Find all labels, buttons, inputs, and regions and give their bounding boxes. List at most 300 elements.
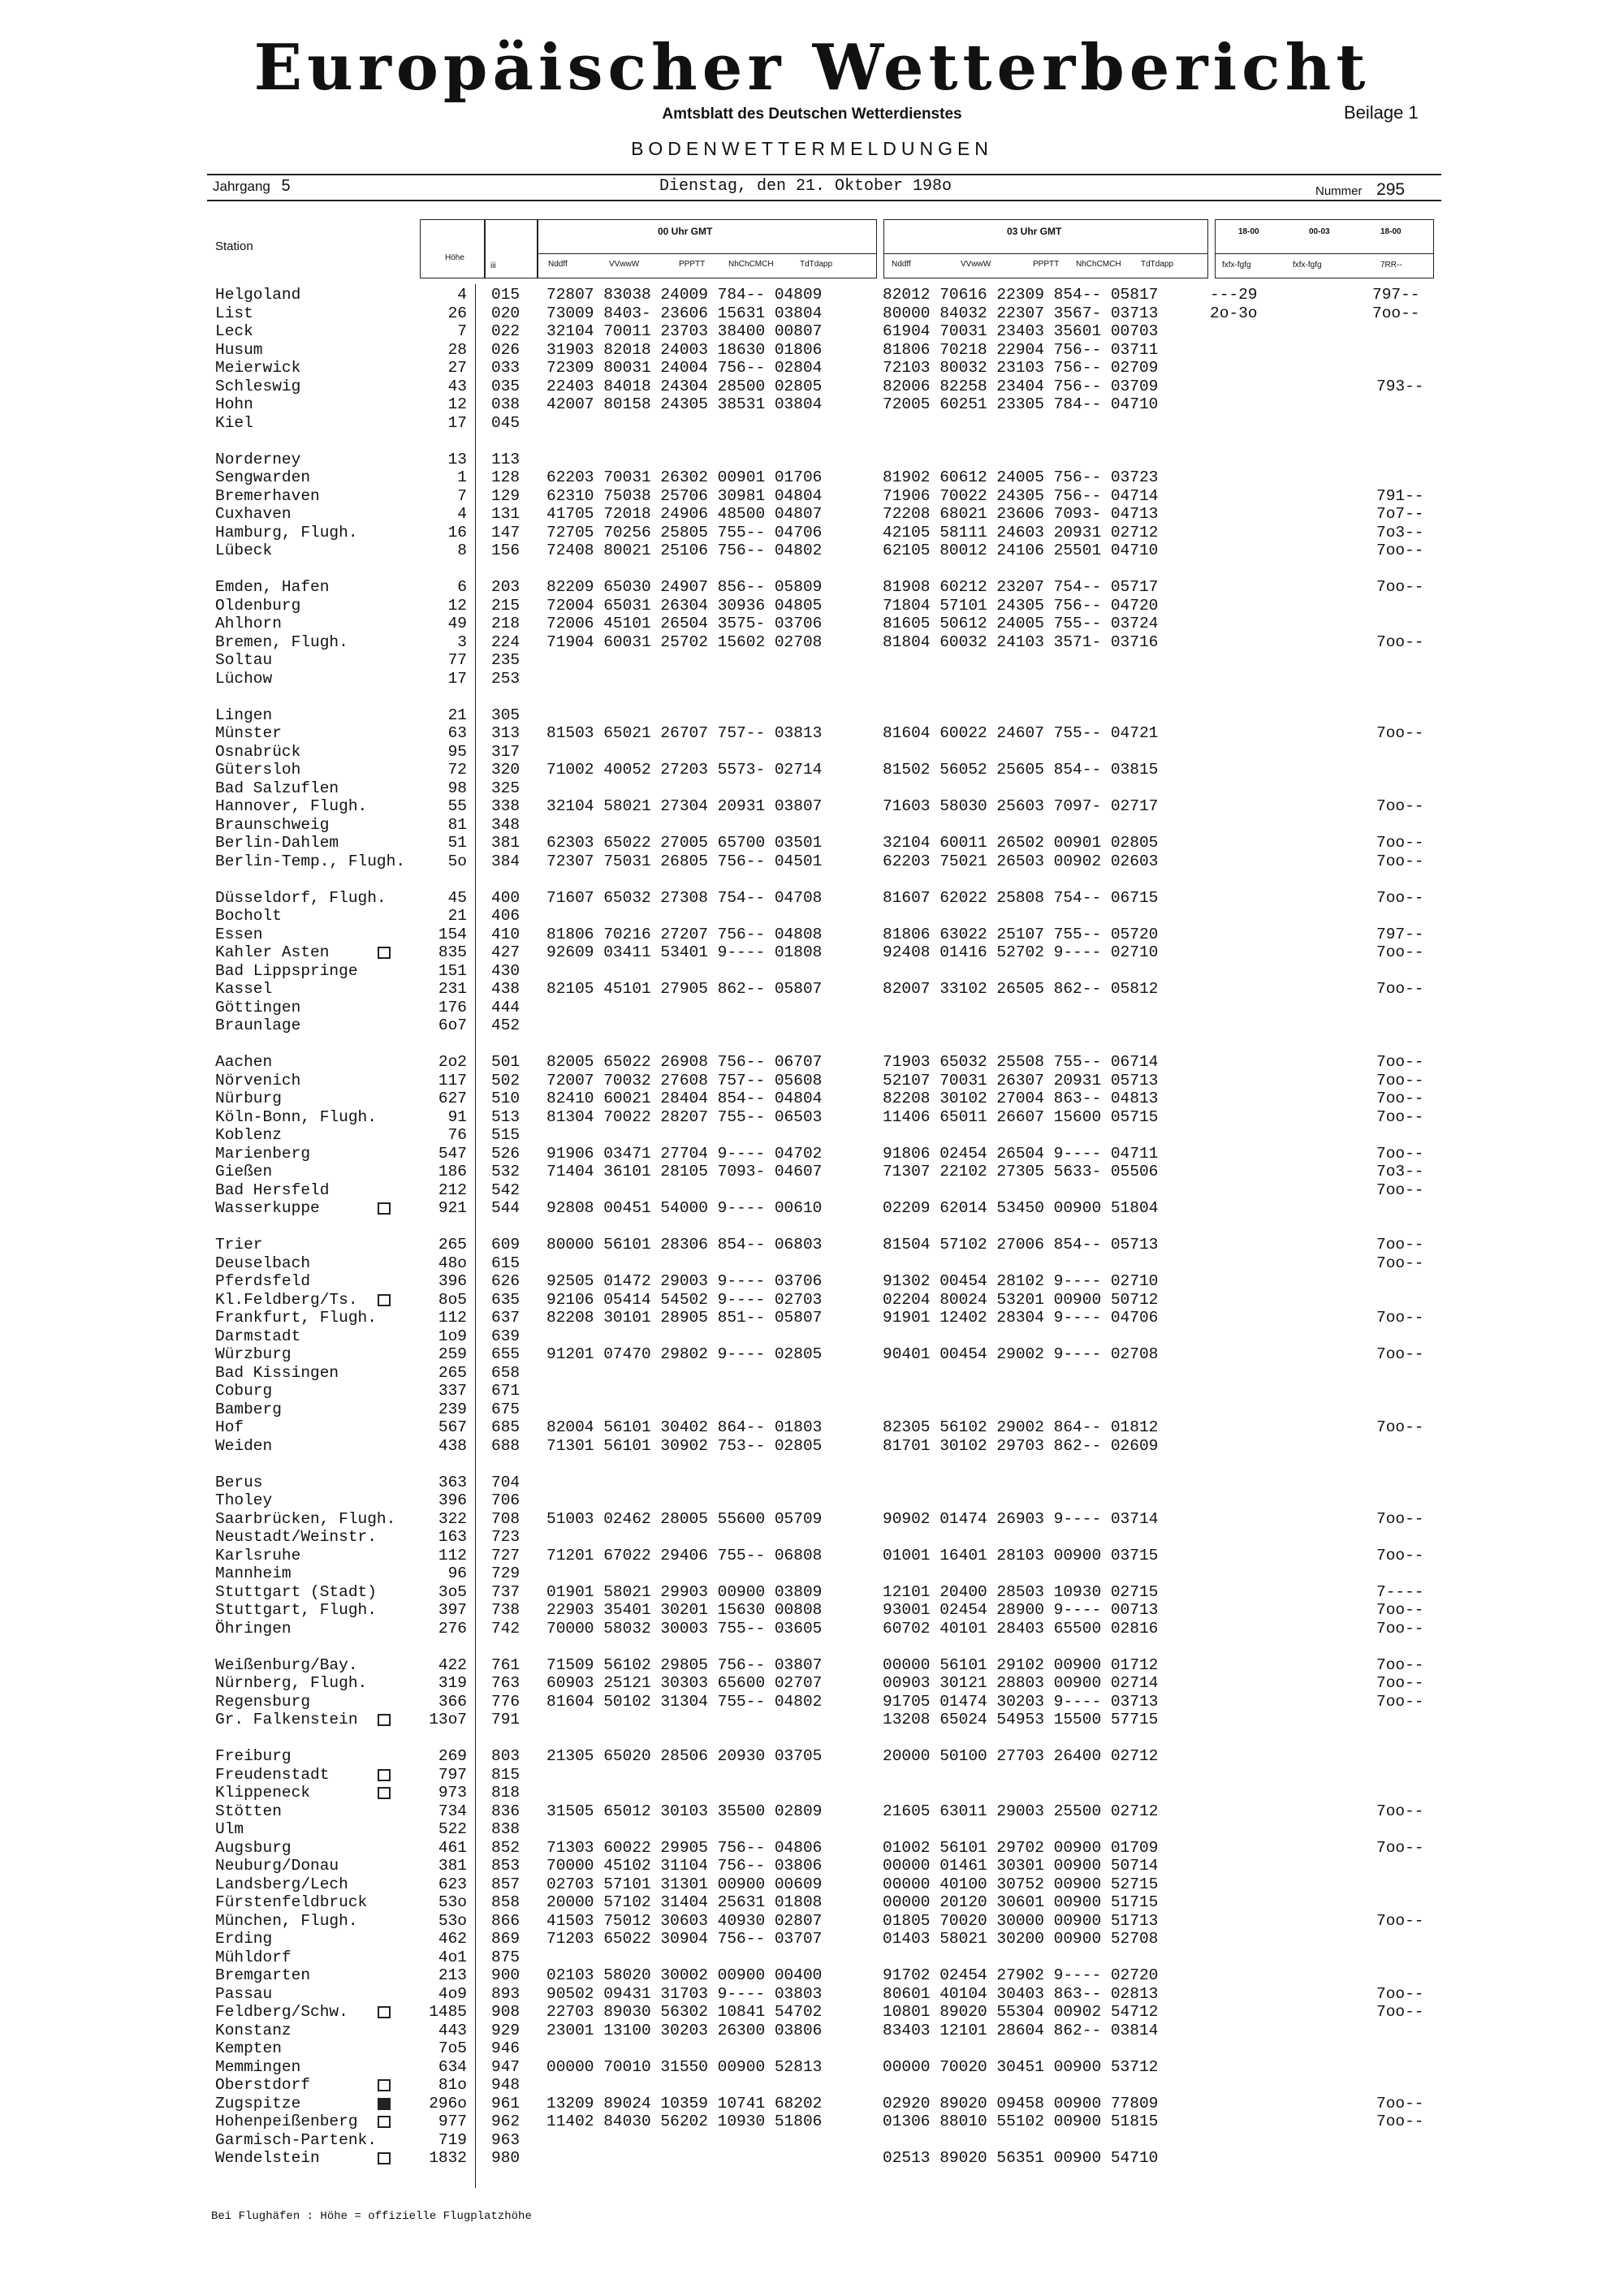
station-name: Essen xyxy=(215,925,263,943)
nummer xyxy=(1315,180,1405,200)
station-name: Husum xyxy=(215,340,263,359)
remark-7rr: 7oo-- xyxy=(1376,2003,1424,2021)
station-height: 396 xyxy=(438,1272,467,1290)
station-name: Gütersloh xyxy=(215,761,301,779)
station-name: Bremerhaven xyxy=(215,486,320,505)
remark-00-03: 797-- xyxy=(1372,286,1420,304)
station-name: Sengwarden xyxy=(215,468,311,486)
station-name: Berlin-Temp., Flugh. xyxy=(215,852,406,870)
station-id: 020 xyxy=(491,304,520,322)
station-id: 706 xyxy=(491,1491,520,1509)
obs-00-gmt: 42007 80158 24305 38531 03804 xyxy=(546,395,823,413)
obs-03-gmt: 13208 65024 54953 15500 57715 xyxy=(883,1711,1159,1728)
station-name: Leck xyxy=(215,322,253,340)
station-name: Mannheim xyxy=(215,1564,292,1582)
remark-7rr: 7oo-- xyxy=(1376,980,1424,998)
station-id: 947 xyxy=(491,2057,520,2076)
station-id: 908 xyxy=(491,2003,520,2021)
obs-00-gmt: 82105 45101 27905 862-- 05807 xyxy=(546,980,823,998)
obs-00-gmt: 22703 89030 56302 10841 54702 xyxy=(546,2003,823,2021)
open-square-icon xyxy=(378,1202,391,1215)
station-name: Wasserkuppe xyxy=(215,1199,320,1217)
height-separator xyxy=(475,284,476,2188)
remark-7rr: 7oo-- xyxy=(1376,1509,1424,1528)
obs-03-gmt: 82208 30102 27004 863-- 04813 xyxy=(883,1090,1159,1107)
station-name: Bremen, Flugh. xyxy=(215,632,348,651)
station-name: Koblenz xyxy=(215,1126,282,1144)
station-name: Mühldorf xyxy=(215,1948,292,1966)
station-height: 7 xyxy=(457,322,467,340)
footnote: Bei Flughäfen : Höhe = offizielle Flugplatzhöhe xyxy=(211,2210,532,2223)
station-height: 438 xyxy=(438,1436,467,1455)
station-name: Fürstenfeldbruck xyxy=(215,1893,368,1911)
beilage-label: Beilage 1 xyxy=(1344,102,1419,123)
obs-00-gmt: 32104 70011 23703 38400 00807 xyxy=(546,322,823,340)
station-height: 16 xyxy=(447,523,467,542)
station-id: 129 xyxy=(491,486,520,505)
station-name: Düsseldorf, Flugh. xyxy=(215,888,387,907)
obs-03-gmt: 82012 70616 22309 854-- 05817 xyxy=(883,286,1159,304)
hoehe-header-box xyxy=(420,219,485,278)
station-id: 510 xyxy=(491,1090,520,1107)
obs-00-gmt: 72004 65031 26304 30936 04805 xyxy=(546,596,823,615)
remark-7rr: 7oo-- xyxy=(1376,1236,1424,1254)
station-height: 98 xyxy=(447,779,467,797)
station-id: 253 xyxy=(491,669,520,688)
station-name: Hof xyxy=(215,1418,244,1436)
station-name: Feldberg/Schw. xyxy=(215,2003,348,2021)
station-height: 8o5 xyxy=(438,1290,467,1309)
station-height: 17 xyxy=(447,413,467,432)
remark-7rr: 7oo-- xyxy=(1376,1692,1424,1711)
station-id: 818 xyxy=(491,1784,520,1802)
station-id: 838 xyxy=(491,1820,520,1838)
remark-7rr: 7oo-- xyxy=(1376,1418,1424,1436)
station-height: 13 xyxy=(447,450,467,468)
obs-00-gmt: 72309 80031 24004 756-- 02804 xyxy=(546,359,823,377)
station-id: 776 xyxy=(491,1692,520,1711)
header-rule xyxy=(207,200,1441,201)
station-id: 532 xyxy=(491,1163,520,1180)
obs-03-gmt: 82006 82258 23404 756-- 03709 xyxy=(883,377,1159,395)
station-name: Norderney xyxy=(215,450,301,468)
remark-18-00: 2o-3o xyxy=(1210,304,1258,322)
station-name: Hohn xyxy=(215,395,253,413)
station-id: 015 xyxy=(491,286,520,304)
station-id: 961 xyxy=(491,2094,520,2113)
station-height: 212 xyxy=(438,1180,467,1199)
hoehe-header: Höhe xyxy=(445,253,464,262)
station-id: 147 xyxy=(491,523,520,542)
station-height: 363 xyxy=(438,1473,467,1491)
filled-square-icon xyxy=(378,2098,391,2110)
station-name: Würzburg xyxy=(215,1345,292,1363)
obs-00-gmt: 92505 01472 29003 9---- 03706 xyxy=(546,1272,823,1290)
col03-vvwww: VVwwW xyxy=(961,260,991,269)
station-id: 381 xyxy=(491,834,520,852)
remark-7rr: 797-- xyxy=(1376,925,1424,943)
obs-03-gmt: 00000 40100 30752 00900 52715 xyxy=(883,1875,1159,1893)
station-height: 154 xyxy=(438,925,467,943)
obs-00-gmt: 62303 65022 27005 65700 03501 xyxy=(546,834,823,852)
station-name: Bremgarten xyxy=(215,1966,311,1984)
remark-7rr: 7oo-- xyxy=(1376,1601,1424,1619)
open-square-icon xyxy=(378,2152,391,2164)
station-height: 6o7 xyxy=(438,1016,467,1034)
obs-03-gmt: 90401 00454 29002 9---- 02708 xyxy=(883,1345,1159,1363)
station-id: 544 xyxy=(491,1199,520,1217)
station-height: 623 xyxy=(438,1875,467,1893)
obs-03-gmt: 91302 00454 28102 9---- 02710 xyxy=(883,1272,1159,1290)
open-square-icon xyxy=(378,947,391,959)
station-id: 384 xyxy=(491,852,520,870)
remark-7rr: 7oo-- xyxy=(1376,1180,1424,1199)
station-id: 026 xyxy=(491,340,520,359)
jahrgang xyxy=(213,177,291,196)
station-name: Nörvenich xyxy=(215,1071,301,1090)
obs-03-gmt: 52107 70031 26307 20931 05713 xyxy=(883,1071,1159,1090)
station-height: 7o5 xyxy=(438,2039,467,2057)
station-id: 626 xyxy=(491,1272,520,1290)
obs-00-gmt: 90502 09431 31703 9---- 03803 xyxy=(546,1984,823,2003)
obs-00-gmt: 23001 13100 30203 26300 03806 xyxy=(546,2021,823,2039)
station-height: 6 xyxy=(457,578,467,596)
obs-03-gmt: 10801 89020 55304 00902 54712 xyxy=(883,2003,1159,2021)
open-square-icon xyxy=(378,1769,391,1781)
remark-7rr: 7oo-- xyxy=(1376,1838,1424,1857)
obs-00-gmt: 70000 45102 31104 756-- 03806 xyxy=(546,1857,823,1875)
obs-00-gmt: 72307 75031 26805 756-- 04501 xyxy=(546,852,823,870)
station-height: 977 xyxy=(438,2113,467,2130)
station-id: 688 xyxy=(491,1436,520,1455)
station-name: Ahlhorn xyxy=(215,615,282,632)
station-id: 325 xyxy=(491,779,520,797)
station-id: 235 xyxy=(491,651,520,669)
station-name: Helgoland xyxy=(215,286,301,304)
remark-7rr: 7oo-- xyxy=(1376,1984,1424,2003)
station-name: Kiel xyxy=(215,413,253,432)
obs-03-gmt: 72208 68021 23606 7093- 04713 xyxy=(883,505,1159,523)
station-name: Bad Kissingen xyxy=(215,1363,339,1382)
obs-00-gmt: 91906 03471 27704 9---- 04702 xyxy=(546,1144,823,1163)
obs-00-gmt: 31505 65012 30103 35500 02809 xyxy=(546,1802,823,1820)
station-id: 637 xyxy=(491,1309,520,1327)
station-name: Neuburg/Donau xyxy=(215,1857,339,1875)
station-height: 239 xyxy=(438,1400,467,1418)
station-height: 91 xyxy=(447,1107,467,1126)
station-name: Darmstadt xyxy=(215,1327,301,1345)
obs-00-gmt: 01901 58021 29903 00900 03809 xyxy=(546,1582,823,1601)
station-height: 81 xyxy=(447,815,467,834)
obs-00-gmt: 82005 65022 26908 756-- 06707 xyxy=(546,1053,823,1071)
col03-dew: TdTdapp xyxy=(1141,260,1174,269)
obs-00-gmt: 11402 84030 56202 10930 51806 xyxy=(546,2113,823,2130)
obs-00-gmt: 71201 67022 29406 755-- 06808 xyxy=(546,1546,823,1564)
station-height: 422 xyxy=(438,1655,467,1674)
station-id: 815 xyxy=(491,1765,520,1784)
obs-03-gmt: 12101 20400 28503 10930 02715 xyxy=(883,1582,1159,1601)
obs-03-gmt: 00000 20120 30601 00900 51715 xyxy=(883,1893,1159,1911)
station-id: 737 xyxy=(491,1582,520,1601)
station-height: 117 xyxy=(438,1071,467,1090)
obs-03-gmt: 82305 56102 29002 864-- 01812 xyxy=(883,1418,1159,1436)
station-name: Öhringen xyxy=(215,1619,292,1638)
obs-00-gmt: 91201 07470 29802 9---- 02805 xyxy=(546,1345,823,1363)
obs-03-gmt: 81605 50612 24005 755-- 03724 xyxy=(883,615,1159,632)
obs-00-gmt: 82410 60021 28404 854-- 04804 xyxy=(546,1090,823,1107)
station-id: 738 xyxy=(491,1601,520,1619)
section-title: BODENWETTERMELDUNGEN xyxy=(631,138,993,159)
station-height: 1832 xyxy=(429,2149,467,2167)
obs-00-gmt: 73009 8403- 23606 15631 03804 xyxy=(546,304,823,322)
obs-00-gmt: 22903 35401 30201 15630 00808 xyxy=(546,1601,823,1619)
station-height: 112 xyxy=(438,1309,467,1327)
remark-7rr: 7oo-- xyxy=(1376,888,1424,907)
remark-18-00: ---29 xyxy=(1210,286,1258,304)
station-id: 313 xyxy=(491,724,520,742)
remark-7rr: 7oo-- xyxy=(1376,1655,1424,1674)
station-id: 791 xyxy=(491,1711,520,1728)
station-name: Münster xyxy=(215,724,282,742)
station-id: 156 xyxy=(491,542,520,559)
station-name: Landsberg/Lech xyxy=(215,1875,348,1893)
obs-03-gmt: 01001 16401 28103 00900 03715 xyxy=(883,1546,1159,1564)
station-name: Bocholt xyxy=(215,907,282,925)
station-height: 4o9 xyxy=(438,1984,467,2003)
station-name: Nürburg xyxy=(215,1090,282,1107)
station-height: 547 xyxy=(438,1144,467,1163)
group00-label: 00 Uhr GMT xyxy=(658,226,713,237)
station-height: 53o xyxy=(438,1893,467,1911)
obs-03-gmt: 20000 50100 27703 26400 02712 xyxy=(883,1747,1159,1765)
station-id: 502 xyxy=(491,1071,520,1090)
obs-03-gmt: 72005 60251 23305 784-- 04710 xyxy=(883,395,1159,413)
station-id: 763 xyxy=(491,1674,520,1692)
obs-00-gmt: 13209 89024 10359 10741 68202 xyxy=(546,2094,823,2113)
station-id: 893 xyxy=(491,1984,520,2003)
station-name: Kassel xyxy=(215,980,273,998)
station-height: 3o5 xyxy=(438,1582,467,1601)
station-id: 655 xyxy=(491,1345,520,1363)
obs-03-gmt: 71903 65032 25508 755-- 06714 xyxy=(883,1053,1159,1071)
top-rule xyxy=(207,174,1441,175)
remark-7rr: 7oo-- xyxy=(1376,2113,1424,2130)
obs-03-gmt: 11406 65011 26607 15600 05715 xyxy=(883,1107,1159,1126)
obs-03-gmt: 81504 57102 27006 854-- 05713 xyxy=(883,1236,1159,1254)
station-height: 3 xyxy=(457,632,467,651)
obs-00-gmt: 02103 58020 30002 00900 00400 xyxy=(546,1966,823,1984)
obs-03-gmt: 01306 88010 55102 00900 51815 xyxy=(883,2113,1159,2130)
obs-00-gmt: 71509 56102 29805 756-- 03807 xyxy=(546,1655,823,1674)
station-height: 12 xyxy=(447,395,467,413)
obs-00-gmt: 41705 72018 24906 48500 04807 xyxy=(546,505,823,523)
station-id: 348 xyxy=(491,815,520,834)
obs-03-gmt: 81806 63022 25107 755-- 05720 xyxy=(883,925,1159,943)
station-height: 835 xyxy=(438,943,467,961)
station-height: 522 xyxy=(438,1820,467,1838)
station-id: 704 xyxy=(491,1473,520,1491)
station-id: 406 xyxy=(491,907,520,925)
remark-7rr: 7oo-- xyxy=(1376,578,1424,596)
col03-nddff: Nddff xyxy=(892,260,911,269)
station-id: 727 xyxy=(491,1546,520,1564)
remark-7rr: 7oo-- xyxy=(1376,1254,1424,1272)
station-height: 55 xyxy=(447,797,467,815)
obs-03-gmt: 93001 02454 28900 9---- 00713 xyxy=(883,1601,1159,1619)
station-id: 858 xyxy=(491,1893,520,1911)
station-height: 81o xyxy=(438,2076,467,2094)
station-id: 761 xyxy=(491,1655,520,1674)
obs-00-gmt: 70000 58032 30003 755-- 03605 xyxy=(546,1619,823,1638)
obs-00-gmt: 82004 56101 30402 864-- 01803 xyxy=(546,1418,823,1436)
station-id: 513 xyxy=(491,1107,520,1126)
station-name: Meierwick xyxy=(215,359,301,377)
station-id: 685 xyxy=(491,1418,520,1436)
station-height: 21 xyxy=(447,907,467,925)
station-name: List xyxy=(215,304,253,322)
station-id: 852 xyxy=(491,1838,520,1857)
open-square-icon xyxy=(378,2006,391,2018)
station-height: 21 xyxy=(447,706,467,724)
station-height: 27 xyxy=(447,359,467,377)
station-name: Gießen xyxy=(215,1163,273,1180)
obs-03-gmt: 83403 12101 28604 862-- 03814 xyxy=(883,2021,1159,2039)
obs-00-gmt: 02703 57101 31301 00900 00609 xyxy=(546,1875,823,1893)
obs-03-gmt: 81902 60612 24005 756-- 03723 xyxy=(883,468,1159,486)
station-height: 276 xyxy=(438,1619,467,1638)
station-height: 45 xyxy=(447,888,467,907)
obs-03-gmt: 62105 80012 24106 25501 04710 xyxy=(883,542,1159,559)
station-name: Gr. Falkenstein xyxy=(215,1711,358,1728)
station-id: 224 xyxy=(491,632,520,651)
station-name: Bad Hersfeld xyxy=(215,1180,330,1199)
station-id: 305 xyxy=(491,706,520,724)
station-id: 742 xyxy=(491,1619,520,1638)
obs-00-gmt: 41503 75012 30603 40930 02807 xyxy=(546,1911,823,1930)
obs-03-gmt: 81806 70218 22904 756-- 03711 xyxy=(883,340,1159,359)
station-name: Nürnberg, Flugh. xyxy=(215,1674,368,1692)
station-height: 12 xyxy=(447,596,467,615)
rsub1: fxfx-fgfg xyxy=(1222,261,1251,270)
station-id: 131 xyxy=(491,505,520,523)
open-square-icon xyxy=(378,2116,391,2128)
station-height: 76 xyxy=(447,1126,467,1144)
obs-00-gmt: 00000 70010 31550 00900 52813 xyxy=(546,2057,823,2076)
station-height: 28 xyxy=(447,340,467,359)
station-id: 113 xyxy=(491,450,520,468)
station-height: 462 xyxy=(438,1930,467,1948)
station-id: 501 xyxy=(491,1053,520,1071)
station-id: 639 xyxy=(491,1327,520,1345)
obs-00-gmt: 62310 75038 25706 30981 04804 xyxy=(546,486,823,505)
station-name: Passau xyxy=(215,1984,273,2003)
remark-7rr: 7oo-- xyxy=(1376,1345,1424,1363)
station-name: Emden, Hafen xyxy=(215,578,330,596)
station-name: Kahler Asten xyxy=(215,943,330,961)
remark-7rr: 7oo-- xyxy=(1376,834,1424,852)
nummer-value: 295 xyxy=(1376,180,1406,199)
station-height: 259 xyxy=(438,1345,467,1363)
station-name: Lüchow xyxy=(215,669,273,688)
remark-7rr: 7oo-- xyxy=(1376,1619,1424,1638)
station-name: Klippeneck xyxy=(215,1784,311,1802)
remark-7rr: 7o3-- xyxy=(1376,523,1424,542)
station-height: 397 xyxy=(438,1601,467,1619)
obs-00-gmt: 32104 58021 27304 20931 03807 xyxy=(546,797,823,815)
obs-03-gmt: 81804 60032 24103 3571- 03716 xyxy=(883,632,1159,651)
remark-7rr: 7oo-- xyxy=(1376,943,1424,961)
station-name: München, Flugh. xyxy=(215,1911,358,1930)
station-id: 203 xyxy=(491,578,520,596)
obs-03-gmt: 32104 60011 26502 00901 02805 xyxy=(883,834,1159,852)
station-height: 213 xyxy=(438,1966,467,1984)
station-name: Soltau xyxy=(215,651,273,669)
rsub2: fxfx-fgfg xyxy=(1293,261,1322,270)
station-height: 4o1 xyxy=(438,1948,467,1966)
station-name: Marienberg xyxy=(215,1144,311,1163)
station-name: Oldenburg xyxy=(215,596,301,615)
col00-ppptt: PPPTT xyxy=(679,260,706,269)
station-name: Lübeck xyxy=(215,542,273,559)
station-height: 5o xyxy=(447,852,467,870)
remark-7rr: 7oo-- xyxy=(1376,2094,1424,2113)
open-square-icon xyxy=(378,1714,391,1726)
obs-00-gmt: 72705 70256 25805 755-- 04706 xyxy=(546,523,823,542)
station-id: 438 xyxy=(491,980,520,998)
station-id: 675 xyxy=(491,1400,520,1418)
station-id: 962 xyxy=(491,2113,520,2130)
col03-ppptt: PPPTT xyxy=(1033,260,1060,269)
obs-03-gmt: 61904 70031 23403 35601 00703 xyxy=(883,322,1159,340)
obs-03-gmt: 01403 58021 30200 00900 52708 xyxy=(883,1930,1159,1948)
obs-00-gmt: 72007 70032 27608 757-- 05608 xyxy=(546,1071,823,1090)
station-name: Erding xyxy=(215,1930,273,1948)
station-name: Pferdsfeld xyxy=(215,1272,311,1290)
obs-03-gmt: 91806 02454 26504 9---- 04711 xyxy=(883,1144,1159,1163)
obs-00-gmt: 81806 70216 27207 756-- 04808 xyxy=(546,925,823,943)
station-id: 635 xyxy=(491,1290,520,1309)
r3: 18-00 xyxy=(1380,227,1402,236)
station-height: 4 xyxy=(457,286,467,304)
obs-00-gmt: 81503 65021 26707 757-- 03813 xyxy=(546,724,823,742)
obs-03-gmt: 71603 58030 25603 7097- 02717 xyxy=(883,797,1159,815)
station-height: 7 xyxy=(457,486,467,505)
obs-00-gmt: 21305 65020 28506 20930 03705 xyxy=(546,1747,823,1765)
station-id: 410 xyxy=(491,925,520,943)
station-height: 396 xyxy=(438,1491,467,1509)
rsub3: 7RR-- xyxy=(1380,261,1402,270)
station-name: Braunschweig xyxy=(215,815,330,834)
station-name: Zugspitze xyxy=(215,2094,301,2113)
remark-7rr: 7oo-- xyxy=(1376,1309,1424,1327)
station-height: 1 xyxy=(457,468,467,486)
remark-7rr: 7oo-- xyxy=(1376,542,1424,559)
open-square-icon xyxy=(378,1294,391,1306)
station-name: Bad Lippspringe xyxy=(215,961,358,980)
station-height: 265 xyxy=(438,1236,467,1254)
station-height: 1o9 xyxy=(438,1327,467,1345)
station-id: 803 xyxy=(491,1747,520,1765)
station-id: 900 xyxy=(491,1966,520,1984)
obs-00-gmt: 71404 36101 28105 7093- 04607 xyxy=(546,1163,823,1180)
station-id: 452 xyxy=(491,1016,520,1034)
obs-00-gmt: 62203 70031 26302 00901 01706 xyxy=(546,468,823,486)
station-name: Garmisch-Partenk. xyxy=(215,2130,377,2149)
obs-00-gmt: 72006 45101 26504 3575- 03706 xyxy=(546,615,823,632)
station-height: 176 xyxy=(438,998,467,1016)
station-height: 151 xyxy=(438,961,467,980)
obs-03-gmt: 00000 56101 29102 00900 01712 xyxy=(883,1655,1159,1674)
